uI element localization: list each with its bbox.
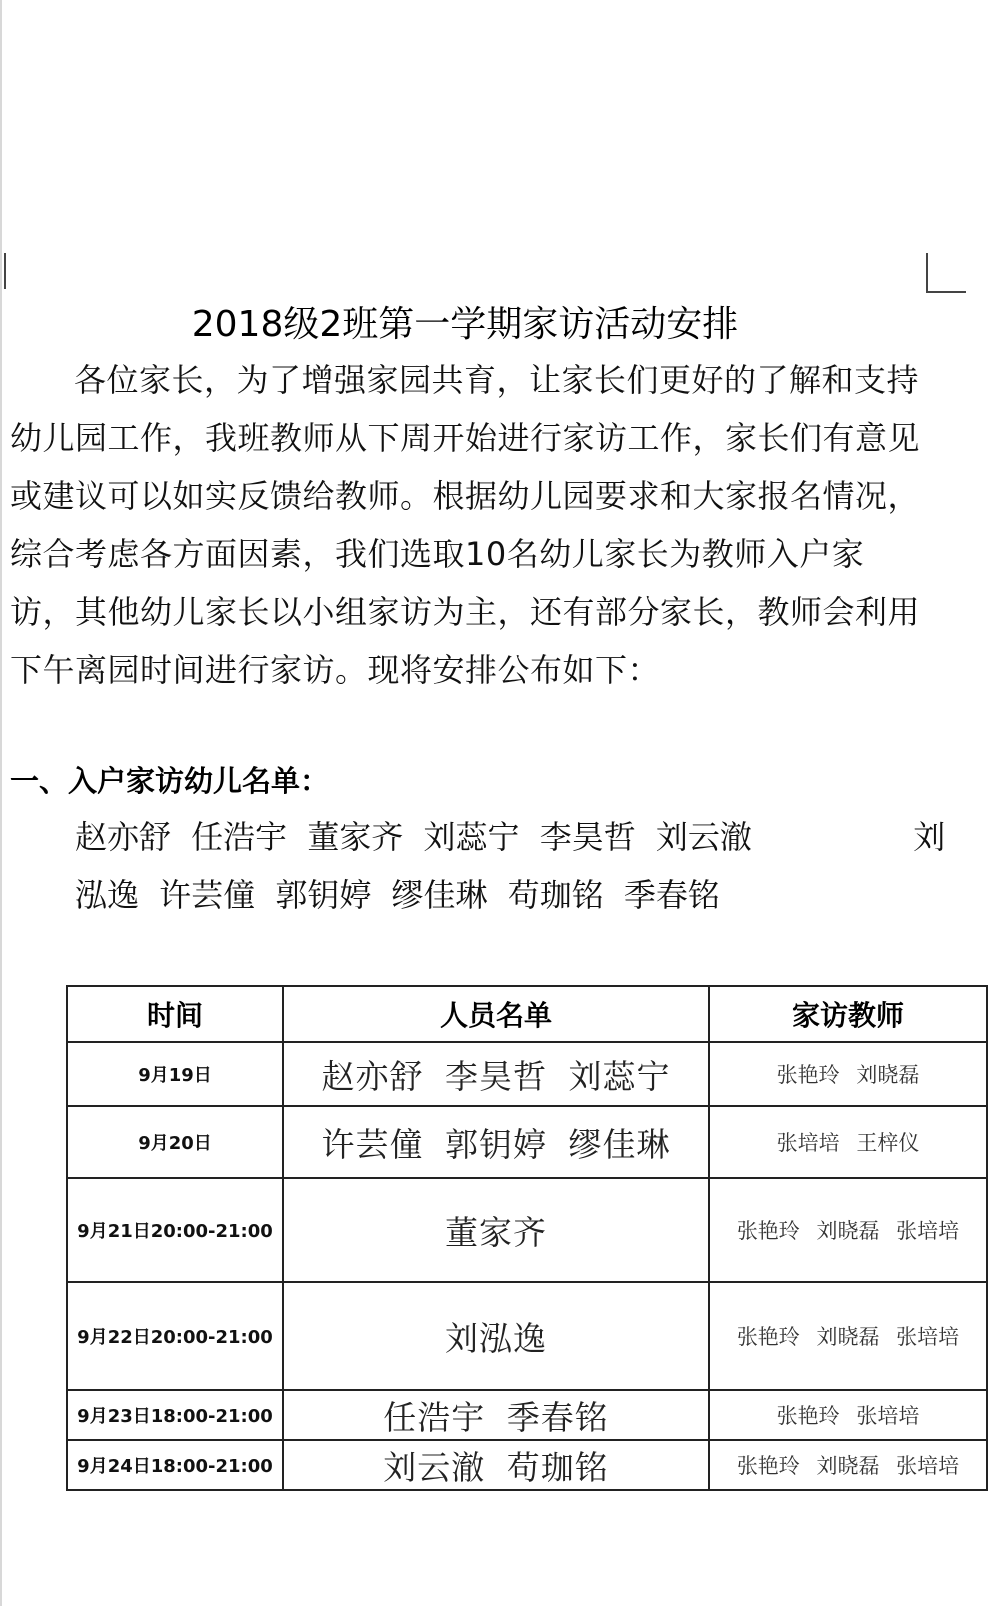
document-title: 2018级2班第一学期家访活动安排 bbox=[191, 304, 739, 345]
row-time: 9月23日18:00-21:00 bbox=[67, 1390, 283, 1440]
row-names: 赵亦舒 李昊哲 刘蕊宁 bbox=[283, 1042, 709, 1106]
row-time: 9月21日20:00-21:00 bbox=[67, 1178, 283, 1282]
children-list-line-2: 泓逸 许芸僮 郭钥婷 缪佳琳 苟珈铭 季春铭 bbox=[75, 876, 720, 914]
row-teachers: 张艳玲 张培培 bbox=[709, 1390, 987, 1440]
header-time: 时间 bbox=[67, 986, 283, 1042]
row-names: 刘云澈 苟珈铭 bbox=[283, 1440, 709, 1490]
row-teachers: 张艳玲 刘晓磊 张培培 bbox=[709, 1178, 987, 1282]
crop-mark-right-horizontal bbox=[926, 291, 966, 293]
header-names: 人员名单 bbox=[283, 986, 709, 1042]
header-teachers: 家访教师 bbox=[709, 986, 987, 1042]
row-teachers: 张艳玲 刘晓磊 张培培 bbox=[709, 1440, 987, 1490]
row-names: 许芸僮 郭钥婷 缪佳琳 bbox=[283, 1106, 709, 1178]
row-time: 9月20日 bbox=[67, 1106, 283, 1178]
row-time: 9月24日18:00-21:00 bbox=[67, 1440, 283, 1490]
row-names: 董家齐 bbox=[283, 1178, 709, 1282]
intro-paragraph: 各位家长，为了增强家园共育，让家长们更好的了解和支持幼儿园工作，我班教师从下周开始进行家访工作，家长们有意见或建议可以如实反馈给教师。根据幼儿园要求和大家报名情况，综合考虑各方面因素，我们选取10名幼儿家长为教师入户家访，其他幼儿家长以小组家访为主，还有部分家长，教师会利用下午离园时间进行家访。现将安排公布如下： bbox=[10, 361, 921, 689]
table-row bbox=[67, 1178, 987, 1282]
section-heading: 一、入户家访幼儿名单： bbox=[10, 764, 330, 798]
table-row bbox=[67, 1440, 987, 1490]
row-time: 9月19日 bbox=[67, 1042, 283, 1106]
row-time: 9月22日20:00-21:00 bbox=[67, 1282, 283, 1390]
row-teachers: 张艳玲 刘晓磊 bbox=[709, 1042, 987, 1106]
crop-mark-right-vertical bbox=[926, 253, 928, 293]
schedule-table bbox=[66, 985, 988, 1491]
page-edge bbox=[0, 0, 2, 1606]
row-teachers: 张艳玲 刘晓磊 张培培 bbox=[709, 1282, 987, 1390]
table-row bbox=[67, 1042, 987, 1106]
crop-mark-left bbox=[4, 253, 6, 289]
children-list bbox=[75, 808, 946, 924]
table-row bbox=[67, 1282, 987, 1390]
row-names: 刘泓逸 bbox=[283, 1282, 709, 1390]
table-row bbox=[67, 1106, 987, 1178]
row-teachers: 张培培 王梓仪 bbox=[709, 1106, 987, 1178]
table-header-row bbox=[67, 986, 987, 1042]
children-list-line-1: 赵亦舒 任浩宇 董家齐 刘蕊宁 李昊哲 刘云澈 刘 bbox=[75, 818, 946, 856]
row-names: 任浩宇 季春铭 bbox=[283, 1390, 709, 1440]
table-row bbox=[67, 1390, 987, 1440]
